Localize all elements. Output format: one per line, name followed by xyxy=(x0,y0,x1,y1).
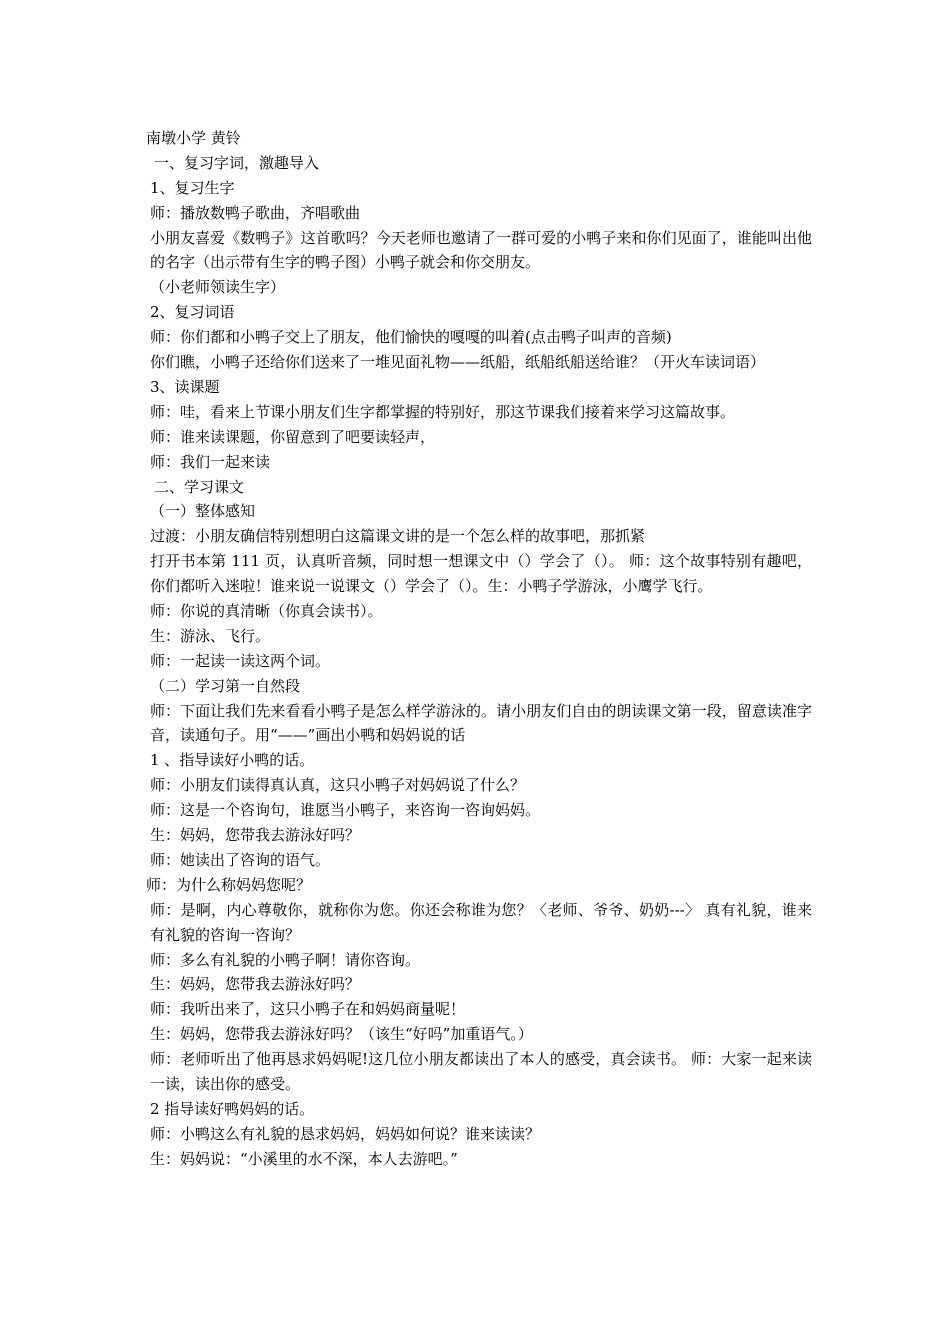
text-line: 师：是啊，内心尊敬你，就称你为您。你还会称谁为您？〈老师、爷爷、奶奶---〉 真有礼貌，谁来有礼貌的咨询一咨询？ xyxy=(150,900,812,944)
text-line: 生：妈妈说：“小溪里的水不深，本人去游吧。” xyxy=(150,1149,458,1168)
document-body xyxy=(146,126,812,1172)
text-line: 过渡：小朋友确信特别想明白这篇课文讲的是一个怎么样的故事吧，那抓紧 xyxy=(150,527,646,546)
text-line: 3、读课题 xyxy=(150,377,220,396)
text-line: 2 指导读好鸭妈妈的话。 xyxy=(150,1099,315,1118)
text-line: 师：小鸭这么有礼貌的恳求妈妈，妈妈如何说？谁来读读？ xyxy=(150,1124,541,1143)
text-line: 小朋友喜爱《数鸭子》这首歌吗？今天老师也邀请了一群可爱的小鸭子来和你们见面了，谁能叫出他的名字（出示带有生字的鸭子图）小鸭子就会和你交朋友。 xyxy=(150,228,812,272)
text-line: 师：小朋友们读得真认真，这只小鸭子对妈妈说了什么？ xyxy=(150,776,526,795)
text-line: 生：妈妈，您带我去游泳好吗？（该生“好吗”加重语气。） xyxy=(150,1025,533,1044)
text-line: 师：老师听出了他再恳求妈妈呢!这几位小朋友都读出了本人的感受，真会读书。 师：大家一起来读一读，读出你的感受。 xyxy=(150,1050,812,1093)
text-line: 师：谁来读课题，你留意到了吧要读轻声， xyxy=(150,427,436,446)
text-line: 一、复习字词，激趣导入 xyxy=(154,153,320,172)
text-line: 2、复习词语 xyxy=(150,303,235,322)
text-line: 师：这是一个咨询句，谁愿当小鸭子，来咨询一咨询妈妈。 xyxy=(150,801,541,820)
text-line: 师：我听出来了，这只小鸭子在和妈妈商量呢！ xyxy=(150,1000,466,1019)
text-line: 师：哇，看来上节课小朋友们生字都掌握的特别好，那这节课我们接着来学习这篇故事。 xyxy=(150,402,736,421)
text-line: 生：妈妈，您带我去游泳好吗？ xyxy=(150,975,361,994)
text-line: （二）学习第一自然段 xyxy=(150,676,301,695)
text-line: 师：播放数鸭子歌曲，齐唱歌曲 xyxy=(150,203,361,222)
text-line: 师：你说的真清晰（你真会读书）。 xyxy=(150,602,383,620)
text-line: 生：妈妈，您带我去游泳好吗？ xyxy=(150,826,361,845)
text-line: 打开书本第 111 页，认真听音频，同时想一想课文中（）学会了（）。 师：这个故事特别有趣吧，你们都听入迷啦！谁来说一说课文（）学会了（）。生：小鸭子学游泳，小鹰学飞行。 xyxy=(150,552,812,596)
text-line: 生：游泳、飞行。 xyxy=(150,626,271,645)
text-lines xyxy=(146,151,812,1172)
author-line: 南墩小学 黄铃 xyxy=(146,129,241,147)
text-line: 师：她读出了咨询的语气。 xyxy=(150,850,331,869)
text-line: 1 、指导读好小鸭的话。 xyxy=(150,751,315,770)
text-line: 师：一起读一读这两个词。 xyxy=(150,651,331,670)
text-line: 师：为什么称妈妈您呢？ xyxy=(146,875,312,894)
text-line: （小老师领读生字） xyxy=(150,278,286,297)
text-line: 1、复习生字 xyxy=(150,178,235,197)
text-line: 师：你们都和小鸭子交上了朋友，他们愉快的嘎嘎的叫着(点击鸭子叫声的音频) xyxy=(150,328,672,347)
text-line: 二、学习课文 xyxy=(154,477,245,496)
text-line: （一）整体感知 xyxy=(150,502,256,521)
text-line: 你们瞧，小鸭子还给你们送来了一堆见面礼物——纸船，纸船纸船送给谁？（开火车读词语） xyxy=(150,353,766,372)
text-line: 师：多么有礼貌的小鸭子啊！请你咨询。 xyxy=(150,950,421,969)
text-line: 师：下面让我们先来看看小鸭子是怎么样学游泳的。请小朋友们自由的朗读课文第一段，留意读准字音，读通句子。用“——”画出小鸭和妈妈说的话 xyxy=(150,701,812,745)
text-line: 师：我们一起来读 xyxy=(150,452,271,471)
